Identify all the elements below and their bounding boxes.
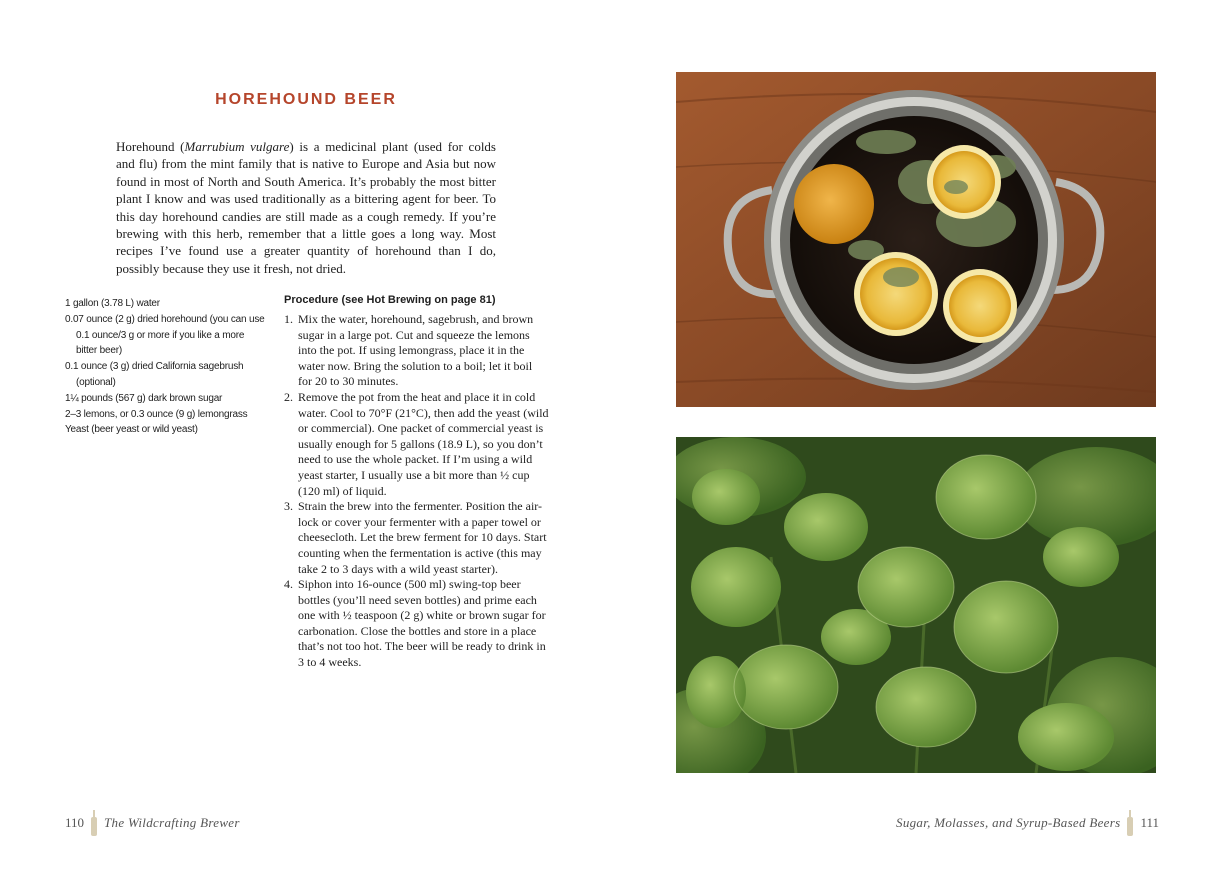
- procedure-heading: Procedure (see Hot Brewing on page 81): [284, 294, 496, 306]
- horehound-plant-photo: [676, 437, 1156, 773]
- right-page-number: 111: [1140, 815, 1159, 830]
- step-number: 2.: [284, 389, 293, 404]
- step-text: Mix the water, horehound, sagebrush, and brown sugar in a large pot. Cut and squeeze the lemons into the pot. If using lemongrass, place it in the water now. Bring the solution to a boil; let it boil for 20 to 30 minutes.: [298, 312, 534, 389]
- ingredient-item: 1 gallon (3.78 L) water: [65, 298, 160, 309]
- step-number: 3.: [284, 499, 293, 514]
- pot-photo: [676, 72, 1156, 407]
- ingredient-item: Yeast (beer yeast or wild yeast): [65, 424, 198, 436]
- ingredients-list: [65, 296, 265, 438]
- procedure-step: [284, 577, 549, 671]
- left-page-number: 110: [65, 815, 85, 830]
- bottle-icon: [1126, 810, 1134, 836]
- ingredient-item: 0.1 ounce (3 g) dried California sagebrush (optional): [65, 361, 244, 388]
- step-number: 1.: [284, 312, 293, 326]
- ingredient-item: 1¼ pounds (567 g) dark brown sugar: [65, 392, 223, 404]
- step-number: 4.: [284, 577, 293, 592]
- step-text: Strain the brew into the fermenter. Position the air-lock or cover your fermenter with a paper towel or cheesecloth. Let the brew ferment for 10 days. Start counting when the fermentation is active (this may take 2 to 3 days with a wild yeast starter).: [298, 499, 547, 576]
- step-text: Remove the pot from the heat and place it in cold water. Cool to 70°F (21°C), then add the yeast (wild or commercial). One packet of commercial yeast is usually enough for 5 gallons (18.9 L), so you don’t need to use the whole packet. If I’m using a wild yeast starter, I usually use a bit more than ½ cup (120 ml) of liquid.: [298, 389, 549, 498]
- procedure-step: [284, 390, 549, 499]
- intro-text-rest: ) is a medicinal plant (used for colds and flu) from the mint family that is native to Europe and Asia but now found in most of North and South America. It’s probably the most bitter plant I know and was used traditionally as a bittering agent for beer. To this day horehound candies are still made as a cough remedy. If you’re brewing with this herb, remember that a little goes a long way. Most recipes I’ve found use a greater quantity of horehound than I do, possibly because they use it fresh, not dried.: [116, 139, 496, 276]
- intro-text-start: Horehound (: [116, 139, 185, 154]
- ingredient-item: 0.07 ounce (2 g) dried horehound (you can use 0.1 ounce/3 g or more if you like a more bitter beer): [65, 313, 265, 357]
- procedure-step: [284, 499, 549, 577]
- intro-paragraph: [116, 138, 496, 277]
- pot-illustration: [676, 72, 1156, 407]
- footer-left: [65, 812, 240, 834]
- latin-name: Marrubium vulgare: [184, 139, 290, 154]
- ingredient-item: 2–3 lemons, or 0.3 ounce (9 g) lemongrass: [65, 408, 248, 420]
- recipe-title: HOREHOUND BEER: [215, 91, 397, 108]
- right-running-title: Sugar, Molasses, and Syrup-Based Beers: [896, 815, 1121, 830]
- plant-illustration: [676, 437, 1156, 773]
- bottle-icon: [90, 810, 98, 836]
- procedure-step: [284, 312, 549, 390]
- procedure-steps: [284, 312, 549, 671]
- step-text: Siphon into 16-ounce (500 ml) swing-top beer bottles (you’ll need seven bottles) and prime each one with ½ teaspoon (2 g) white or brown sugar for carbonation. Close the bottles and store in a place that’s not too hot. The beer will be ready to drink in 3 to 4 weeks.: [298, 577, 546, 670]
- footer-right: [896, 812, 1159, 834]
- left-running-title: The Wildcrafting Brewer: [104, 815, 240, 830]
